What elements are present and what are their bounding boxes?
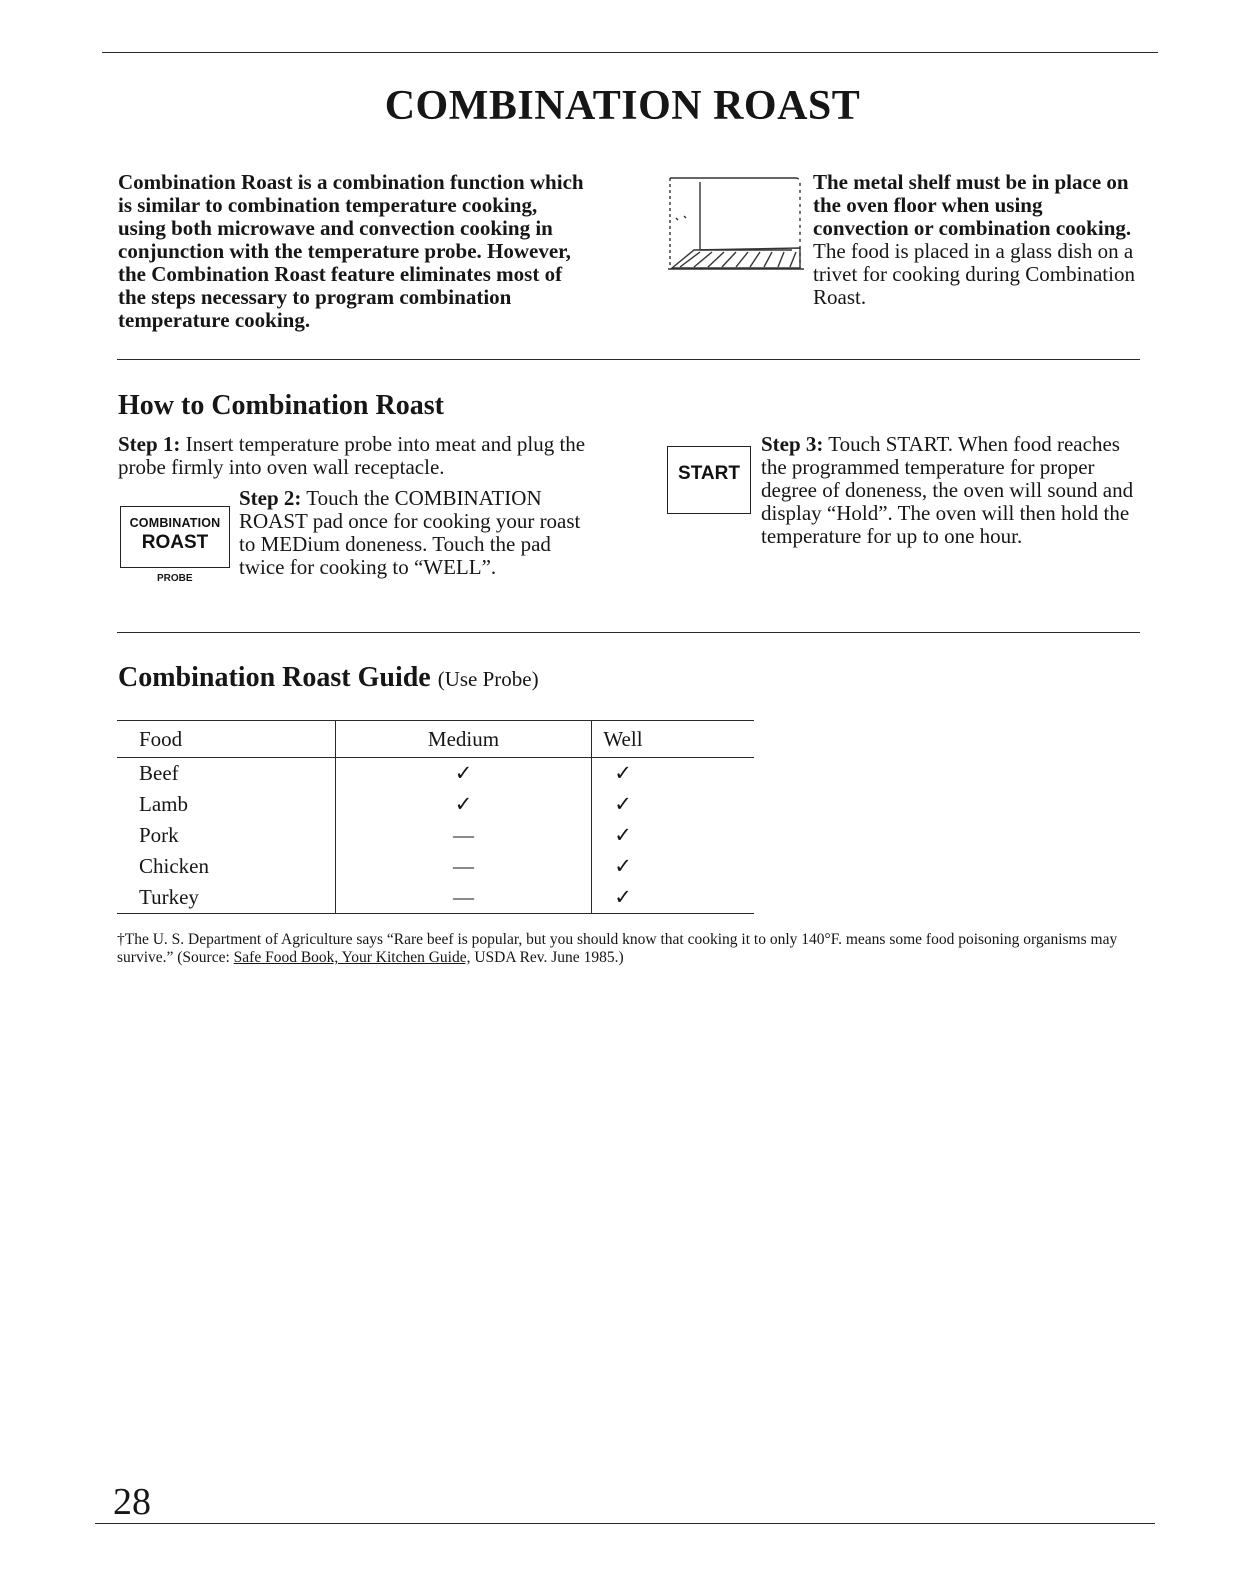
food-cell: Turkey (139, 885, 199, 909)
food-cell: Pork (139, 823, 179, 847)
footnote (117, 931, 1127, 967)
pad-line-roast: ROAST (141, 532, 209, 553)
oven-shelf-illustration (664, 172, 806, 274)
footnote-source-title: Safe Food Book, Your Kitchen Guide, (233, 949, 471, 966)
step-2-label: Step 2: (239, 486, 302, 510)
medium-cell: ✓ (336, 758, 592, 790)
well-cell: ✓ (592, 789, 755, 820)
table-row (117, 820, 754, 851)
guide-heading (118, 662, 539, 694)
food-cell: Lamb (139, 792, 188, 816)
column-header-food: Food (139, 726, 183, 751)
table-row (117, 851, 754, 882)
step-1 (118, 433, 588, 479)
food-cell: Chicken (139, 854, 209, 878)
table-header-row (117, 721, 754, 758)
roast-guide-table (117, 720, 754, 914)
probe-label: PROBE (157, 573, 193, 584)
guide-heading-note: (Use Probe) (437, 667, 539, 691)
start-pad[interactable] (667, 446, 751, 514)
step-1-label: Step 1: (118, 432, 181, 456)
section-divider (117, 359, 1140, 360)
food-cell: Beef (139, 761, 179, 785)
step-2 (239, 487, 584, 579)
table-row (117, 882, 754, 914)
medium-cell: ✓ (336, 789, 592, 820)
start-pad-label: START (678, 463, 740, 484)
bottom-rule (95, 1523, 1155, 1524)
well-cell: ✓ (592, 820, 755, 851)
footnote-lead: †The U. S. Department of Agriculture says “Rare beef is popular, but you should know that cooking it to only 140°F. means some food poisoning organisms may survive.” (Source: (117, 931, 1118, 966)
footnote-tail: USDA Rev. June 1985.) (470, 949, 624, 966)
combination-roast-pad[interactable] (120, 506, 230, 568)
table-row (117, 758, 754, 790)
how-to-heading: How to Combination Roast (118, 390, 444, 421)
shelf-note-text: The food is placed in a glass dish on a trivet for cooking during Combination Roast. (813, 239, 1135, 309)
table-row (117, 789, 754, 820)
column-header-medium: Medium (336, 721, 592, 758)
medium-cell: — (336, 820, 592, 851)
step-3-label: Step 3: (761, 432, 824, 456)
shelf-note (813, 171, 1138, 309)
well-cell: ✓ (592, 882, 755, 914)
page-number: 28 (113, 1481, 151, 1523)
step-1-text: Insert temperature probe into meat and plug the probe firmly into oven wall receptacle. (118, 432, 586, 479)
top-rule (102, 52, 1158, 53)
section-divider (117, 632, 1140, 633)
well-cell: ✓ (592, 851, 755, 882)
well-cell: ✓ (592, 758, 755, 790)
step-3 (761, 433, 1141, 548)
column-header-well: Well (592, 721, 755, 758)
intro-paragraph: Combination Roast is a combination function which is similar to combination temperature cooking, using both microwave and convection cooking in conjunction with the temperature probe. However, the Combination Roast feature eliminates most of the steps necessary to program combination temperature cooking. (118, 170, 584, 332)
guide-heading-title: Combination Roast Guide (118, 662, 431, 693)
shelf-note-emphasis: The metal shelf must be in place on the oven floor when using convection or combination cooking. (813, 170, 1132, 240)
medium-cell: — (336, 882, 592, 914)
pad-line-combination: COMBINATION (129, 516, 221, 530)
step-3-text: Touch START. When food reaches the programmed temperature for proper degree of doneness, the oven will sound and display “Hold”. The oven will then hold the temperature for up to one hour. (761, 432, 1134, 548)
medium-cell: — (336, 851, 592, 882)
page-title: COMBINATION ROAST (384, 83, 861, 129)
step-2-text: Touch the COMBINATION ROAST pad once for cooking your roast to MEDium doneness. Touch the pad twice for cooking to “WELL”. (239, 486, 581, 579)
